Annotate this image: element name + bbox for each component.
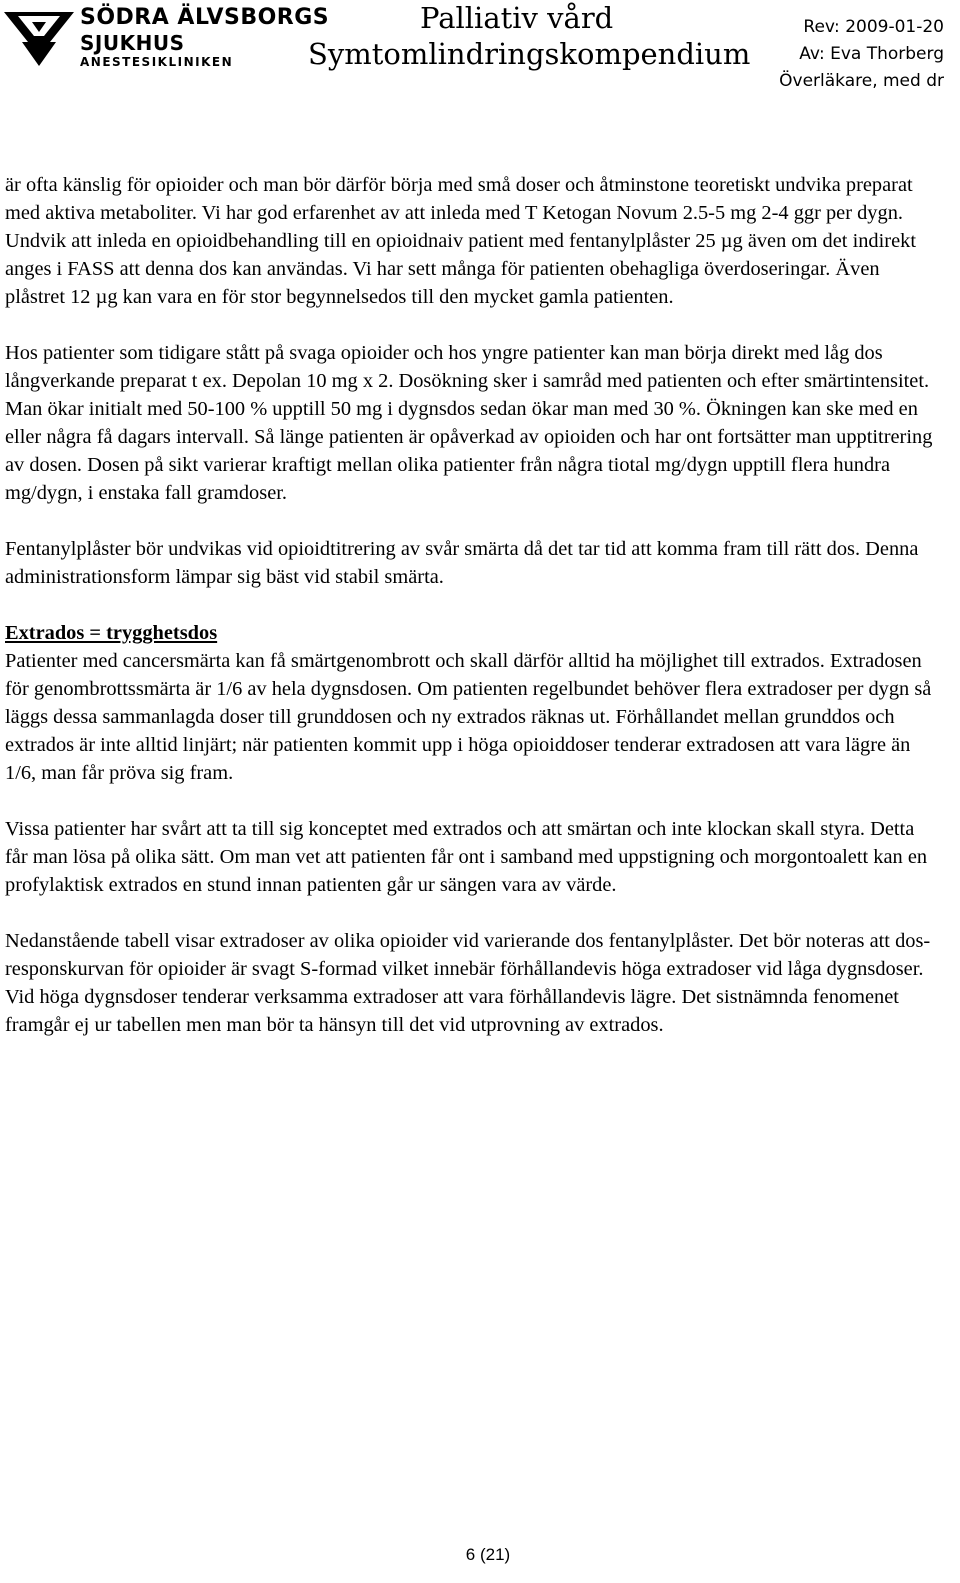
document-title-sub: Symtomlindringskompendium [308, 37, 751, 71]
paragraph-6: Nedanstående tabell visar extradoser av olika opioider vid varierande dos fentanylplåster. Det bör noteras att dos-responskurvan för opioider är svagt S-formad vilket innebär förhållandevis höga extradoser vid låga dygnsdoser. Vid höga dygnsdoser tenderar verksamma extradoser att vara förhållandevis lägre. Det sistnämnda fenomenet framgår ej ur tabellen men man bör ta hänsyn till det vid utprovning av extrados. [5, 930, 931, 1036]
document-meta [779, 14, 944, 95]
author-role: Överläkare, med dr [779, 71, 944, 91]
document-body [5, 171, 935, 1039]
paragraph-1: är ofta känslig för opioider och man bör därför börja med små doser och åtminstone teoretiskt undvika preparat med aktiva metaboliter. Vi har god erfarenhet av att inleda med T Ketogan Novum 2.5-5 mg 2-4 ggr per dygn. Undvik att inleda en opioidbehandling till en opioidnaiv patient med fentanylplåster 25 µg även om det indirekt anges i FASS att denna dos kan användas. Vi har sett många för patienten obehagliga överdoseringar. Även plåstret 12 µg kan vara en för stor begynnelsedos till den mycket gamla patienten. [5, 174, 916, 308]
logo-emblem-icon [4, 6, 74, 70]
page-number: 6 (21) [465, 1545, 511, 1564]
page-footer [0, 1543, 960, 1567]
revision-date: Rev: 2009-01-20 [803, 17, 944, 37]
document-title [308, 0, 751, 72]
paragraph-4: Patienter med cancersmärta kan få smärtgenombrott och skall därför alltid ha möjlighet till extrados. Extradosen för genombrottssmärta är 1/6 av hela dygnsdosen. Om patienten regelbundet behöver flera extradoser per dygn så läggs dessa sammanlagda doser till grunddosen och ny extrados räknas ut. Förhållandet mellan grunddos och extrados är inte alltid linjärt; när patienten kommit upp i höga opioiddoser tenderar extradosen att vara lägre än 1/6, man får pröva sig fram. [5, 650, 932, 784]
section-heading-extrados: Extrados = trygghetsdos [5, 622, 218, 644]
logo-text [80, 4, 329, 70]
paragraph-3: Fentanylplåster bör undvikas vid opioidtitrering av svår smärta då det tar tid att komma fram till rätt dos. Denna administrationsform lämpar sig bäst vid stabil smärta. [5, 538, 919, 588]
logo-department: ANESTESIKLINIKEN [80, 55, 234, 69]
hospital-logo [4, 4, 330, 74]
logo-name: SÖDRA ÄLVSBORGS [80, 5, 330, 30]
author: Av: Eva Thorberg [799, 44, 944, 64]
page-header [0, 0, 960, 100]
paragraph-5: Vissa patienter har svårt att ta till sig konceptet med extrados och att smärtan och inte klockan skall styra. Detta får man lösa på olika sätt. Om man vet att patienten får ont i samband med uppstigning och morgontoalett kan en profylaktisk extrados en stund innan patienten går ur sängen vara av värde. [5, 818, 928, 896]
document-title-main: Palliativ vård [420, 1, 614, 35]
logo-subname: SJUKHUS [80, 31, 185, 55]
paragraph-2: Hos patienter som tidigare stått på svaga opioider och hos yngre patienter kan man börja direkt med låg dos långverkande preparat t ex. Depolan 10 mg x 2. Dosökning sker i samråd med patienten och efter smärtintensitet. Man ökar initialt med 50-100 % upptill 50 mg i dygnsdos sedan ökar man med 30 %. Ökningen kan ske med en eller några få dagars intervall. Så länge patienten är opåverkad av opioiden och har ont fortsätter man upptitrering av dosen. Dosen på sikt varierar kraftigt mellan olika patienter från några tiotal mg/dygn upptill flera hundra mg/dygn, i enstaka fall gramdoser. [5, 342, 933, 504]
